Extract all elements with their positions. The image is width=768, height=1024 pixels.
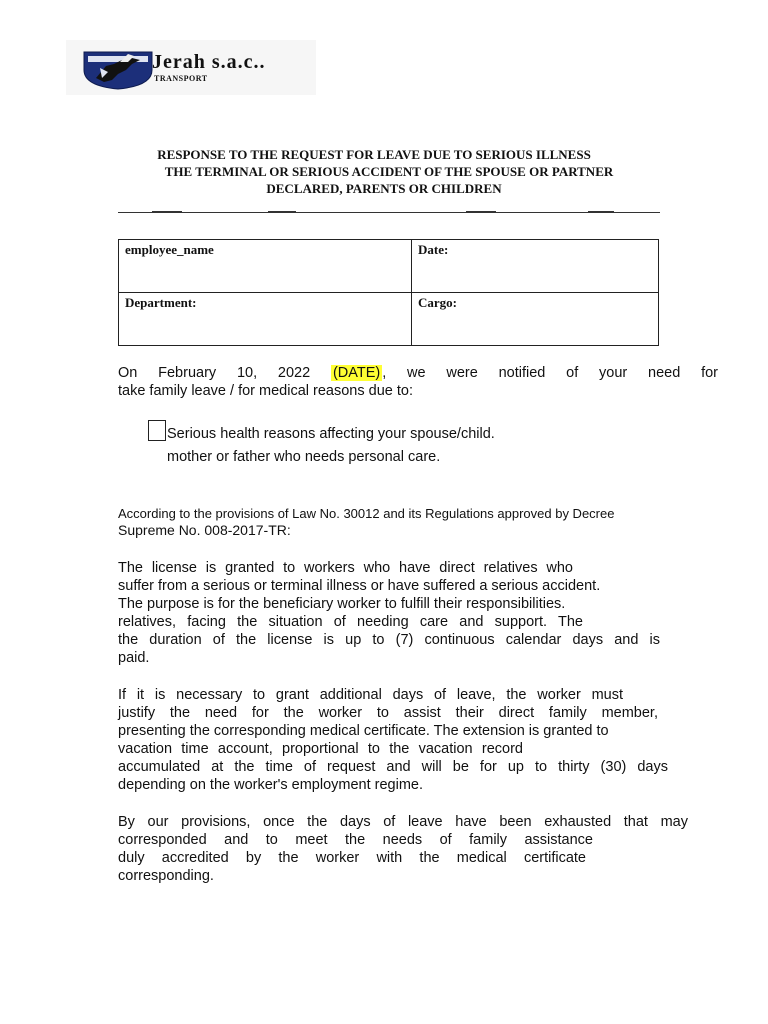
notice-line-2: take family leave / for medical reasons due to: [118, 383, 413, 399]
additional-line: vacation time account, proportional to the vacation record [118, 741, 523, 757]
reason-option [148, 420, 495, 469]
date-cell [412, 240, 659, 293]
additional-days-paragraph [118, 686, 668, 794]
title-line-3: DECLARED, PARENTS OR CHILDREN [266, 181, 502, 196]
law-reference-line-2: Supreme No. 008-2017-TR: [118, 522, 291, 538]
cargo-label: Cargo: [418, 295, 457, 310]
license-line: relatives, facing the situation of needing care and support. The [118, 614, 583, 630]
notice-line-1-rest: , we were notified of your need for [382, 365, 718, 381]
company-logo [66, 40, 316, 95]
document-title [100, 146, 668, 197]
notice-line-1 [118, 364, 718, 382]
provisions-line: By our provisions, once the days of leave have been exhausted that may [118, 814, 688, 830]
additional-line: depending on the worker's employment regime. [118, 777, 424, 793]
date-placeholder-highlight: (DATE) [332, 365, 381, 381]
law-reference [118, 505, 718, 539]
provisions-line: corresponded and to meet the needs of family assistance [118, 832, 593, 848]
notice-date-text: On February 10, 2022 [118, 365, 311, 381]
additional-line: presenting the corresponding medical certificate. The extension is granted to [118, 723, 609, 739]
employee-name-label: employee_name [125, 242, 214, 257]
license-line: The license is granted to workers who have direct relatives who [118, 560, 573, 576]
cargo-cell [412, 293, 659, 346]
reason-option-label-1: Serious health reasons affecting your spouse/child. [167, 426, 495, 442]
title-line-1: RESPONSE TO THE REQUEST FOR LEAVE DUE TO SERIOUS ILLNESS [157, 147, 591, 162]
provisions-line: corresponding. [118, 868, 214, 884]
license-line: paid. [118, 650, 150, 666]
department-label: Department: [125, 295, 197, 310]
employee-info-table [118, 239, 659, 346]
logo-company-name: Jerah s.a.c.. [152, 51, 266, 73]
employee-name-cell [119, 240, 412, 293]
logo-subtitle: TRANSPORT [154, 74, 208, 83]
department-cell [119, 293, 412, 346]
reason-checkbox[interactable] [148, 420, 166, 441]
license-line: suffer from a serious or terminal illness or have suffered a serious accident. [118, 578, 601, 594]
date-label: Date: [418, 242, 449, 257]
license-line: The purpose is for the beneficiary worker to fulfill their responsibilities. [118, 596, 566, 612]
provisions-line: duly accredited by the worker with the medical certificate [118, 850, 586, 866]
notice-paragraph [118, 364, 718, 400]
additional-line: If it is necessary to grant additional days of leave, the worker must [118, 687, 623, 703]
title-divider [118, 212, 660, 213]
shield-emblem-icon [82, 48, 154, 90]
table-row [119, 293, 659, 346]
title-line-2: THE TERMINAL OR SERIOUS ACCIDENT OF THE SPOUSE OR PARTNER [164, 164, 614, 179]
table-row [119, 240, 659, 293]
license-line: the duration of the license is up to (7) continuous calendar days and is [118, 632, 660, 648]
additional-line: justify the need for the worker to assist their direct family member, [118, 705, 658, 721]
license-paragraph [118, 559, 660, 667]
reason-option-label-2: mother or father who needs personal care. [167, 449, 441, 465]
additional-line: accumulated at the time of request and will be for up to thirty (30) days [118, 759, 668, 775]
provisions-paragraph [118, 813, 688, 885]
law-reference-line-1: According to the provisions of Law No. 30012 and its Regulations approved by Decree [118, 506, 615, 521]
